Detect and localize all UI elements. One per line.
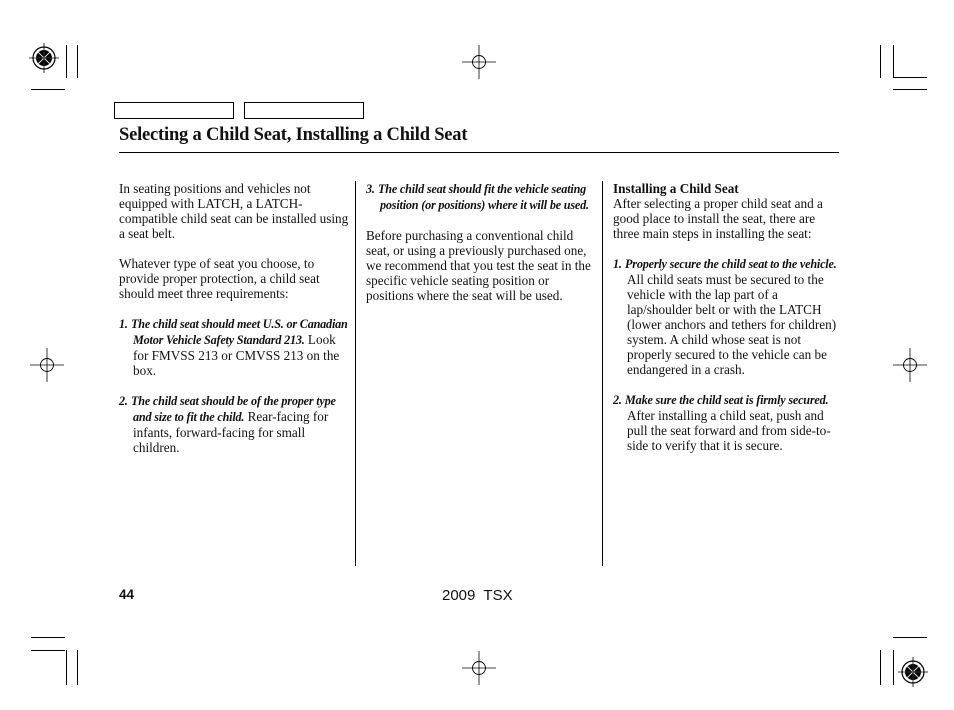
step-item [613,256,839,377]
item-lead: Make sure the child seat is firmly secured. [625,393,829,407]
crosshair-mark-icon [893,348,927,382]
requirement-item [119,393,351,455]
crosshair-mark-icon [462,45,496,79]
item-number: 1. [613,257,622,271]
item-lead: The child seat should meet U.S. or Canadian Motor Vehicle Safety Standard 213. [131,317,348,347]
requirement-item [366,181,596,213]
item-lead: The child seat should fit the vehicle seating position (or positions) where it will be used. [378,182,589,212]
requirement-item [119,316,351,378]
paragraph: After selecting a proper child seat and a good place to install the seat, there are three main steps in installing the seat: [613,196,823,241]
header-tab-box [114,102,234,119]
item-lead: The child seat should be of the proper type and size to fit the child. [131,394,336,424]
registration-mark-icon [898,657,928,687]
paragraph: Before purchasing a conventional child seat, or using a previously purchased one, we recommend that you test the seat in the specific vehicle seating position or positions where the seat will be used. [366,228,591,303]
paragraph: In seating positions and vehicles not equipped with LATCH, a LATCH-compatible child seat can be installed using a seat belt. [119,181,349,241]
item-number: 2. [119,394,128,408]
page-title: Selecting a Child Seat, Installing a Child Seat [119,125,468,145]
section-heading: Installing a Child Seat [613,181,739,196]
crosshair-mark-icon [30,348,64,382]
item-number: 1. [119,317,128,331]
column-1 [119,181,351,470]
column-2 [366,181,596,318]
column-3 [613,181,839,468]
item-text: After installing a child seat, push and pull the seat forward and from side-to-side to verify that it is secure. [627,408,831,453]
item-text: All child seats must be secured to the vehicle with the lap part of a lap/shoulder belt or with the LATCH (lower anchors and tethers for children) system. A child whose seat is not properly secured to the vehicle can be endangered in a crash. [627,272,837,377]
footer-model: 2009 TSX [442,587,513,604]
paragraph: Whatever type of seat you choose, to provide proper protection, a child seat should meet three requirements: [119,256,320,301]
column-divider [602,181,603,566]
item-number: 2. [613,393,622,407]
title-rule [119,152,839,153]
header-tab-box [244,102,364,119]
column-divider [355,181,356,566]
item-text: Look for FMVSS 213 or CMVSS 213 on the box. [133,332,340,378]
crosshair-mark-icon [462,651,496,685]
registration-mark-icon [29,43,59,73]
step-item [613,392,839,453]
item-text: Rear-facing for infants, forward-facing for small children. [133,409,329,455]
item-lead: Properly secure the child seat to the vehicle. [625,257,837,271]
item-number: 3. [366,182,375,196]
page-number: 44 [119,587,135,602]
